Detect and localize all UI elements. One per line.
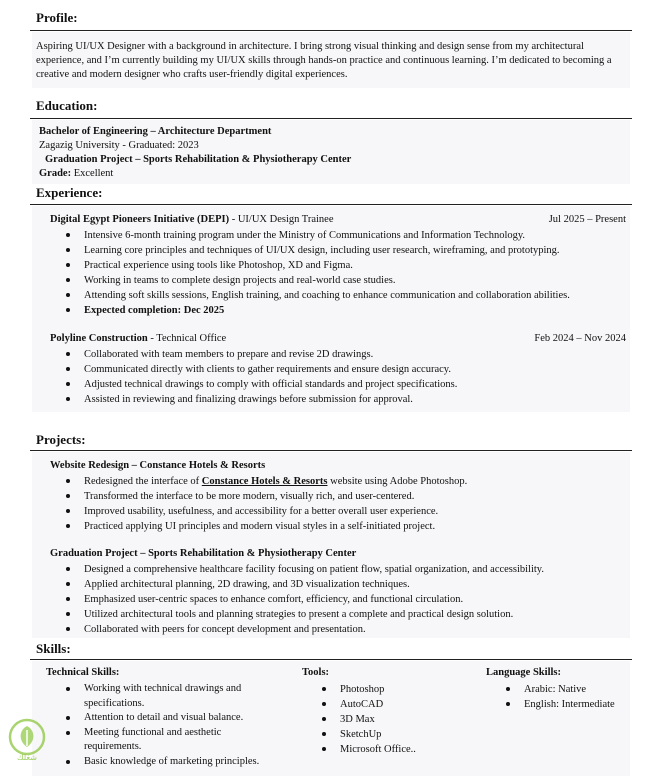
- list-item: AutoCAD: [319, 697, 416, 712]
- list-item: Attending soft skills sessions, English training, and coaching to enhance communication and collaboration abilities.: [63, 288, 570, 303]
- list-item: Practiced applying UI principles and modern visual styles in a self-initiated project.: [63, 519, 467, 534]
- graduation-project-line: Graduation Project – Sports Rehabilitation & Physiotherapy Center: [45, 154, 352, 165]
- list-item: SketchUp: [319, 727, 416, 742]
- list-item: Improved usability, usefulness, and accessibility for a better overall user experience.: [63, 504, 467, 519]
- projects-heading: Projects:: [36, 432, 86, 447]
- list-item: Emphasized user-centric spaces to enhance comfort, efficiency, and functional circulation.: [63, 592, 544, 607]
- grade-line: [39, 168, 113, 179]
- projects-divider: [30, 450, 632, 451]
- list-item: Working in teams to complete design projects and real-world case studies.: [63, 273, 570, 288]
- job-role: - UI/UX Design Trainee: [229, 214, 334, 225]
- profile-divider: [30, 30, 632, 31]
- list-item: English: Intermediate: [503, 697, 615, 712]
- project-bullets-website: [63, 474, 467, 534]
- experience-divider: [30, 204, 632, 205]
- list-item: Practical experience using tools like Photoshop, XD and Figma.: [63, 258, 570, 273]
- list-item: Arabic: Native: [503, 682, 615, 697]
- education-heading: Education:: [36, 98, 98, 113]
- job-dates: Jul 2025 – Present: [548, 214, 626, 225]
- bullet-text: Redesigned the interface of: [84, 476, 202, 487]
- job-role: - Technical Office: [147, 333, 227, 344]
- list-item: Expected completion: Dec 2025: [63, 303, 570, 318]
- university-line: Zagazig University - Graduated: 2023: [39, 140, 199, 151]
- tools-label: Tools:: [302, 667, 330, 678]
- job-bullets-depi: [63, 228, 570, 318]
- list-item: Microsoft Office..: [319, 742, 416, 757]
- job-bullets-polyline: [63, 347, 457, 407]
- tools-list: [319, 682, 416, 757]
- list-item: Assisted in reviewing and finalizing drawings before submission for approval.: [63, 392, 457, 407]
- skills-divider: [30, 659, 632, 660]
- list-item: Learning core principles and techniques of UI/UX design, including user research, wireframing, and prototyping.: [63, 243, 570, 258]
- list-item: Applied architectural planning, 2D drawing, and 3D visualization techniques.: [63, 577, 544, 592]
- degree-title: Bachelor of Engineering – Architecture Department: [39, 126, 272, 137]
- job-org: Digital Egypt Pioneers Initiative (DEPI): [50, 214, 230, 225]
- project-title: Graduation Project – Sports Rehabilitation & Physiotherapy Center: [50, 548, 357, 559]
- project-title: Website Redesign – Constance Hotels & Resorts: [50, 460, 266, 471]
- list-item: Meeting functional and aesthetic requirements.: [63, 726, 268, 755]
- job-title-polyline: [50, 333, 226, 344]
- list-item: 3D Max: [319, 712, 416, 727]
- job-dates: Feb 2024 – Nov 2024: [534, 333, 626, 344]
- list-item: Designed a comprehensive healthcare facility focusing on patient flow, spatial organization, and accessibility.: [63, 562, 544, 577]
- job-org: Polyline Construction: [50, 333, 148, 344]
- grade-value: Excellent: [73, 168, 114, 179]
- language-skills-list: [503, 682, 615, 712]
- job-title-depi: [50, 214, 333, 225]
- education-divider: [30, 118, 632, 119]
- profile-heading: Profile:: [36, 10, 78, 25]
- bullet-text: website using Adobe Photoshop.: [327, 476, 468, 487]
- list-item: Collaborated with team members to prepare and revise 2D drawings.: [63, 347, 457, 362]
- technical-skills-label: Technical Skills:: [46, 667, 120, 678]
- leaf-logo-icon: [4, 716, 50, 762]
- list-item: Communicated directly with clients to gather requirements and ensure design accuracy.: [63, 362, 457, 377]
- list-item: Working with technical drawings and specifications.: [63, 682, 268, 711]
- list-item: Transformed the interface to be more modern, visually rich, and user-centered.: [63, 489, 467, 504]
- experience-heading: Experience:: [36, 185, 103, 200]
- grade-label: Grade:: [39, 168, 72, 179]
- list-item: Adjusted technical drawings to comply with official standards and project specifications.: [63, 377, 457, 392]
- logo-text: شغلك: [17, 753, 37, 762]
- list-item: Attention to detail and visual balance.: [63, 711, 268, 726]
- shoghlak-logo: [4, 716, 50, 762]
- list-item: Basic knowledge of marketing principles.: [63, 755, 268, 770]
- list-item: Photoshop: [319, 682, 416, 697]
- technical-skills-list: [63, 682, 268, 769]
- language-skills-label: Language Skills:: [486, 667, 561, 678]
- skills-heading: Skills:: [36, 641, 71, 656]
- list-item: Utilized architectural tools and planning strategies to present a complete and practical design solution.: [63, 607, 544, 622]
- profile-summary: Aspiring UI/UX Designer with a background in architecture. I bring strong visual thinking and design sense from my architectural experience, and I’m currently building my UI/UX skills through hands-on practice and continuous learning. I’m dedicated to becoming a creative and modern designer who crafts user-friendly digital experiences.: [36, 41, 612, 80]
- list-item: Intensive 6-month training program under the Ministry of Communications and Information Technology.: [63, 228, 570, 243]
- list-item: [63, 474, 467, 489]
- list-item: Collaborated with peers for concept development and presentation.: [63, 622, 544, 637]
- project-bullets-graduation: [63, 562, 544, 637]
- constance-hotels-link[interactable]: Constance Hotels & Resorts: [201, 476, 328, 487]
